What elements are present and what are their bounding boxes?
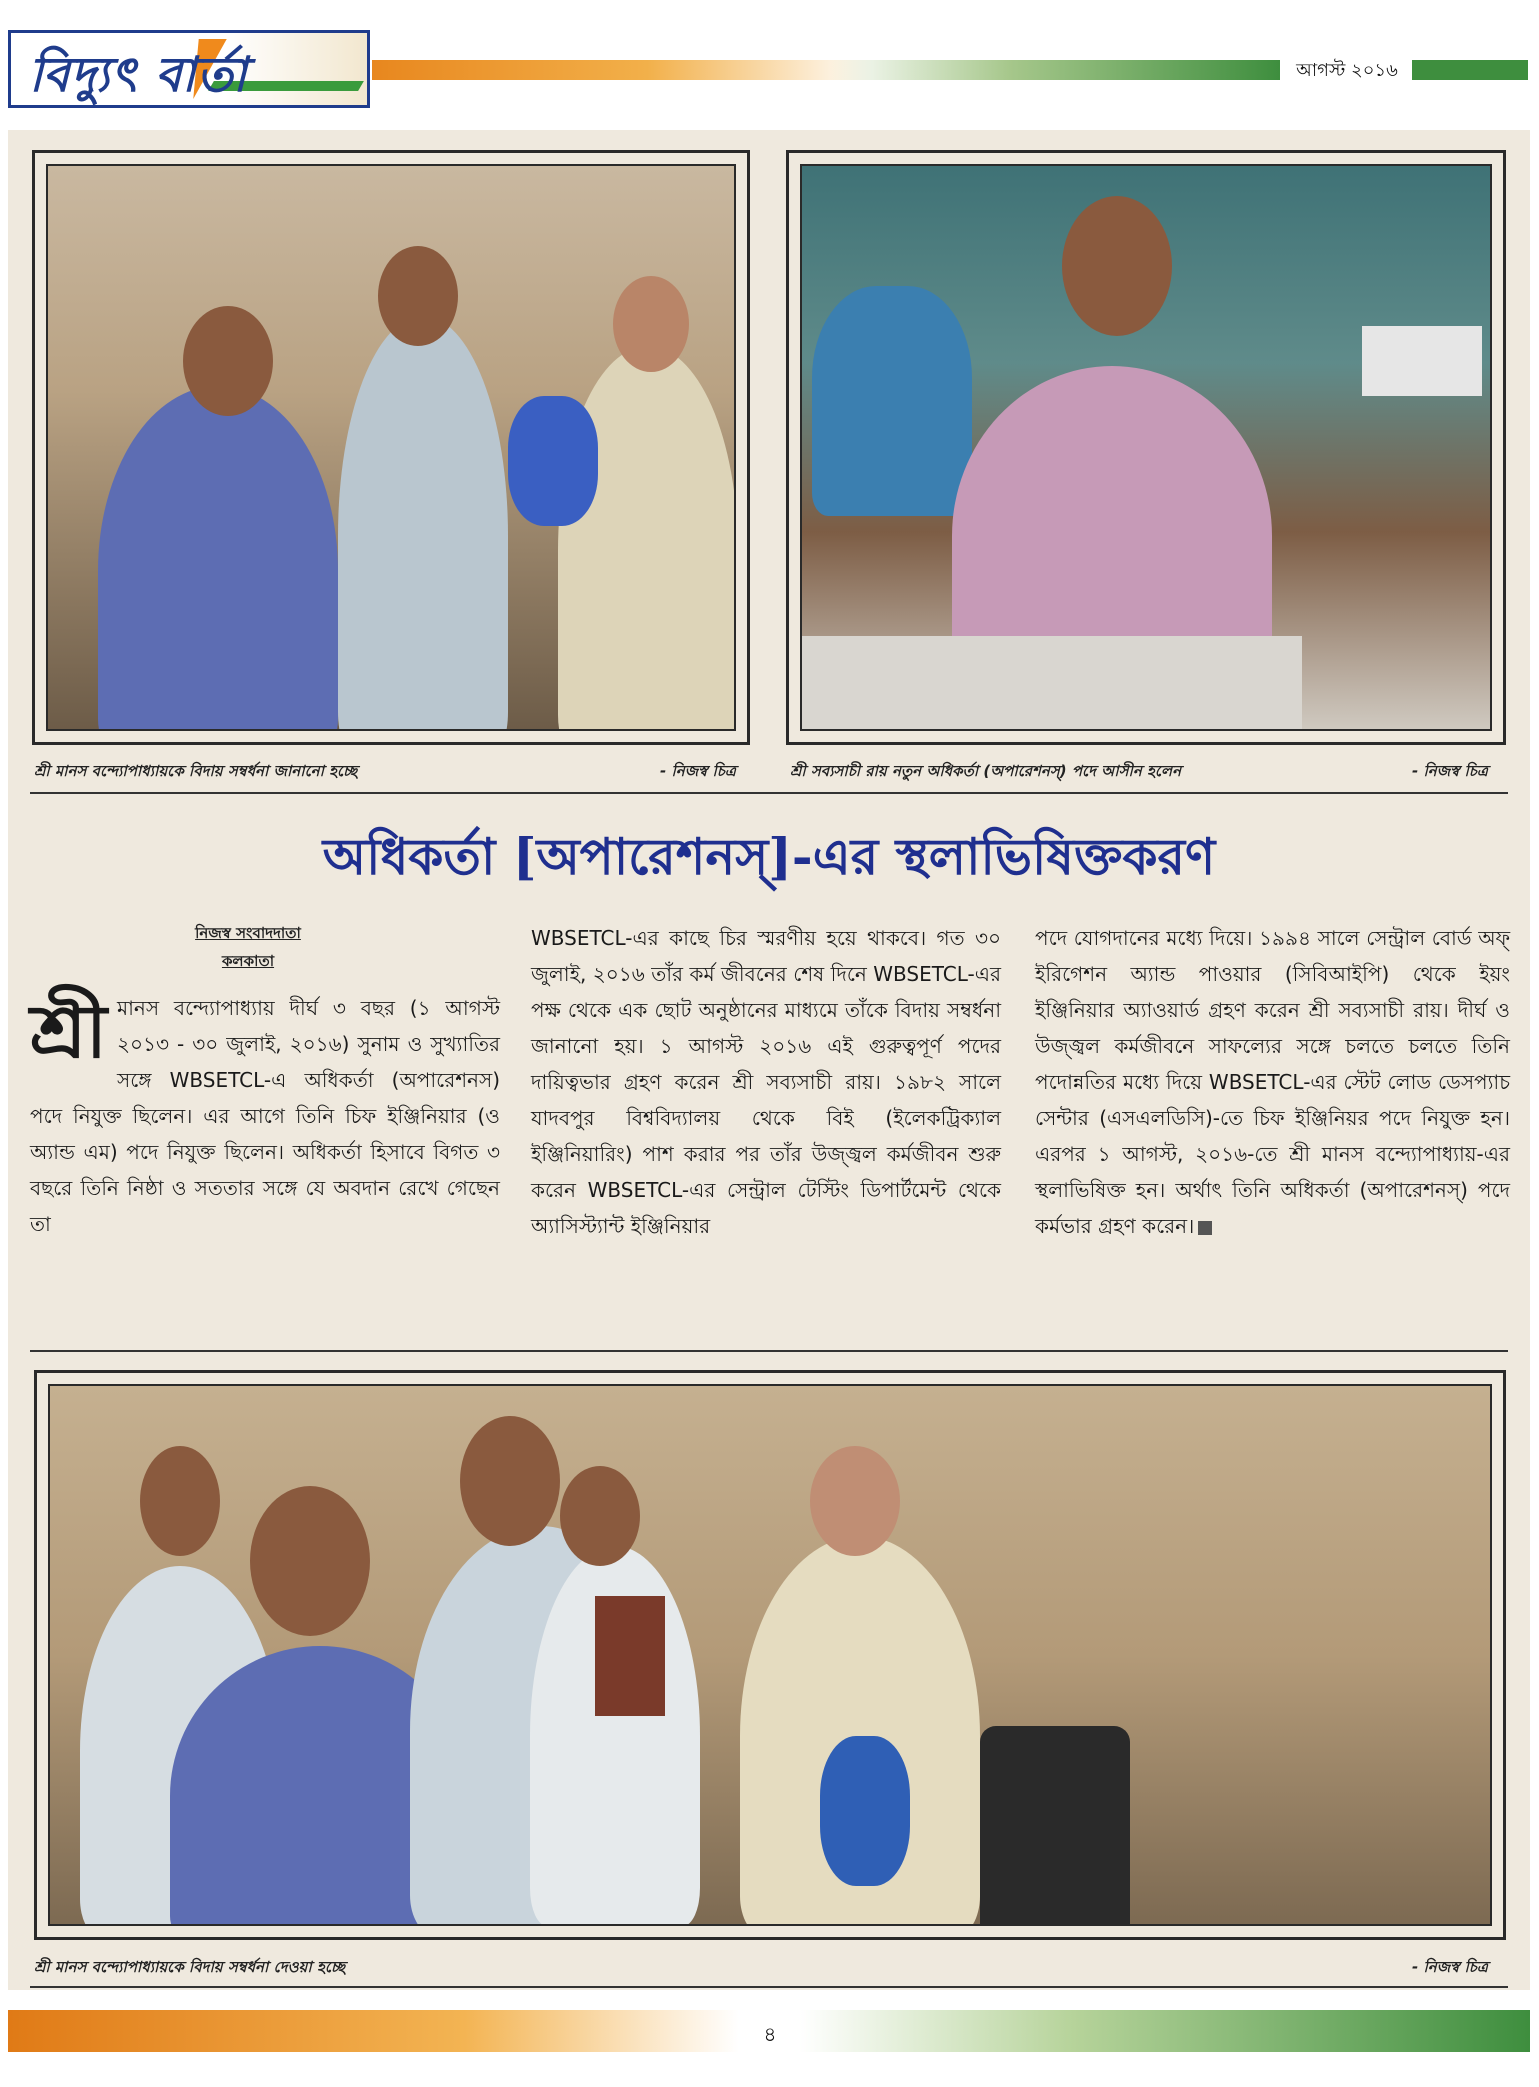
page-panel — [8, 130, 1530, 1990]
photo-credit: - নিজস্ব চিত্র — [1412, 1958, 1488, 1976]
person-figure — [558, 346, 736, 731]
divider-rule — [30, 792, 1508, 794]
divider-rule — [30, 1986, 1508, 1988]
office-chair — [812, 286, 972, 516]
person-figure — [338, 316, 508, 731]
photo-caption-farewell-top: শ্রী মানস বন্দ্যোপাধ্যায়কে বিদায় সম্বর্ধনা জানানো হচ্ছে — [34, 762, 358, 780]
byline-place: কলকাতা — [221, 952, 275, 970]
photo-new-director — [800, 164, 1492, 731]
header-orange-band — [372, 60, 872, 80]
issue-date: আগস্ট ২০১৬ — [1282, 58, 1412, 84]
person-head — [460, 1416, 560, 1546]
person-head — [1062, 196, 1172, 336]
photo-farewell-top — [46, 164, 736, 731]
photo-farewell-bottom — [48, 1384, 1492, 1926]
desk-glass — [802, 636, 1302, 731]
masthead-logo — [8, 30, 370, 108]
person-head — [140, 1446, 220, 1556]
flower-bouquet — [820, 1736, 910, 1886]
photo-caption-new-director: শ্রী সব্যসাচী রায় নতুন অধিকর্তা (অপারেশনস্‌) পদে আসীন হলেন — [790, 762, 1182, 780]
photo-credit: - নিজস্ব চিত্র — [1412, 762, 1488, 780]
person-head — [250, 1486, 370, 1636]
end-mark-icon — [1198, 1221, 1212, 1235]
article-column-1 — [30, 990, 500, 1242]
person-figure — [98, 386, 338, 731]
article-column-3 — [1035, 920, 1510, 1244]
photo-frame-farewell-bottom — [34, 1370, 1506, 1940]
header-green-band — [830, 60, 1280, 80]
page-number: ৪ — [763, 2022, 777, 2046]
article-column-3-text: পদে যোগদানের মধ্যে দিয়ে। ১৯৯৪ সালে সেন্ট্রাল বোর্ড অফ্‌ ইরিগেশন অ্যান্ড পাওয়ার (সিবিআইপি) থেকে ইয়ং ইঞ্জিনিয়ার অ্যাওয়ার্ড গ্রহণ করেন শ্রী সব্যসাচী রায়। দীর্ঘ ও উজ্জ্বল কর্মজীবনে সাফল্যের সঙ্গে চলতে চলতে তিনি পদোন্নতির মধ্যে দিয়ে WBSETCL-এর স্টেট লোড ডেসপ্যাচ সেন্টার (এসএলডিসি)-তে চিফ ইঞ্জিনিয়র পদে নিযুক্ত হন। এরপর ১ আগস্ট, ২০১৬-তে শ্রী মানস বন্দ্যোপাধ্যায়-এর স্থলাভিষিক্ত হন। অর্থাৎ তিনি অধিকর্তা (অপারেশনস্‌) পদে কর্মভার গ্রহণ করেন। — [1035, 926, 1510, 1238]
photo-frame-farewell-top — [32, 150, 750, 745]
printer — [1362, 326, 1482, 396]
person-head — [560, 1466, 640, 1566]
article-headline: অধিকর্তা [অপারেশনস্‌]-এর স্থলাভিষিক্তকরণ — [322, 827, 1216, 886]
header-green-end — [1412, 60, 1528, 80]
person-head — [183, 306, 273, 416]
person-head — [378, 246, 458, 346]
photo-caption-farewell-bottom: শ্রী মানস বন্দ্যোপাধ্যায়কে বিদায় সম্বর্ধনা দেওয়া হচ্ছে — [34, 1958, 346, 1976]
person-head — [613, 276, 689, 372]
byline-reporter: নিজস্ব সংবাদদাতা — [195, 924, 301, 942]
divider-rule — [30, 1350, 1508, 1352]
dropcap: শ্রী — [30, 989, 107, 1075]
flower-bouquet — [508, 396, 598, 526]
article-column-1-text: মানস বন্দ্যোপাধ্যায় দীর্ঘ ৩ বছর (১ আগস্ট ২০১৩ - ৩০ জুলাই, ২০১৬) সুনাম ও সুখ্যাতির সঙ্গে WBSETCL-এ অধিকর্তা (অপারেশনস) পদে নিযুক্ত ছিলেন। এর আগে তিনি চিফ ইঞ্জিনিয়ার (ও অ্যান্ড এম) পদে নিযুক্ত ছিলেন। অধিকর্তা হিসাবে বিগত ৩ বছরে তিনি নিষ্ঠা ও সততার সঙ্গে যে অবদান রেখে গেছেন তা — [30, 996, 500, 1236]
photo-frame-new-director — [786, 150, 1506, 745]
article-column-2 — [531, 920, 1001, 1244]
person-head — [810, 1446, 900, 1556]
gift-book — [595, 1596, 665, 1716]
photo-credit: - নিজস্ব চিত্র — [660, 762, 736, 780]
office-chair — [980, 1726, 1130, 1926]
masthead-title: বিদ্যুৎ বার্তা — [29, 47, 248, 103]
article-column-2-text: WBSETCL-এর কাছে চির স্মরণীয় হয়ে থাকবে। গত ৩০ জুলাই, ২০১৬ তাঁর কর্ম জীবনের শেষ দিনে WBSETCL-এর পক্ষ থেকে এক ছোট অনুষ্ঠানের মাধ্যমে তাঁকে বিদায় সম্বর্ধনা জানানো হয়। ১ আগস্ট ২০১৬ এই গুরুত্বপূর্ণ পদের দায়িত্বভার গ্রহণ করেন শ্রী সব্যসাচী রায়। ১৯৮২ সালে যাদবপুর বিশ্ববিদ্যালয় থেকে বিই (ইলেকট্রিক্যাল ইঞ্জিনিয়ারিং) পাশ করার পর তাঁর উজ্জ্বল কর্মজীবন শুরু করেন WBSETCL-এর সেন্ট্রাল টেস্টিং ডিপার্টমেন্ট থেকে অ্যাসিস্ট্যান্ট ইঞ্জিনিয়ার — [531, 926, 1001, 1238]
